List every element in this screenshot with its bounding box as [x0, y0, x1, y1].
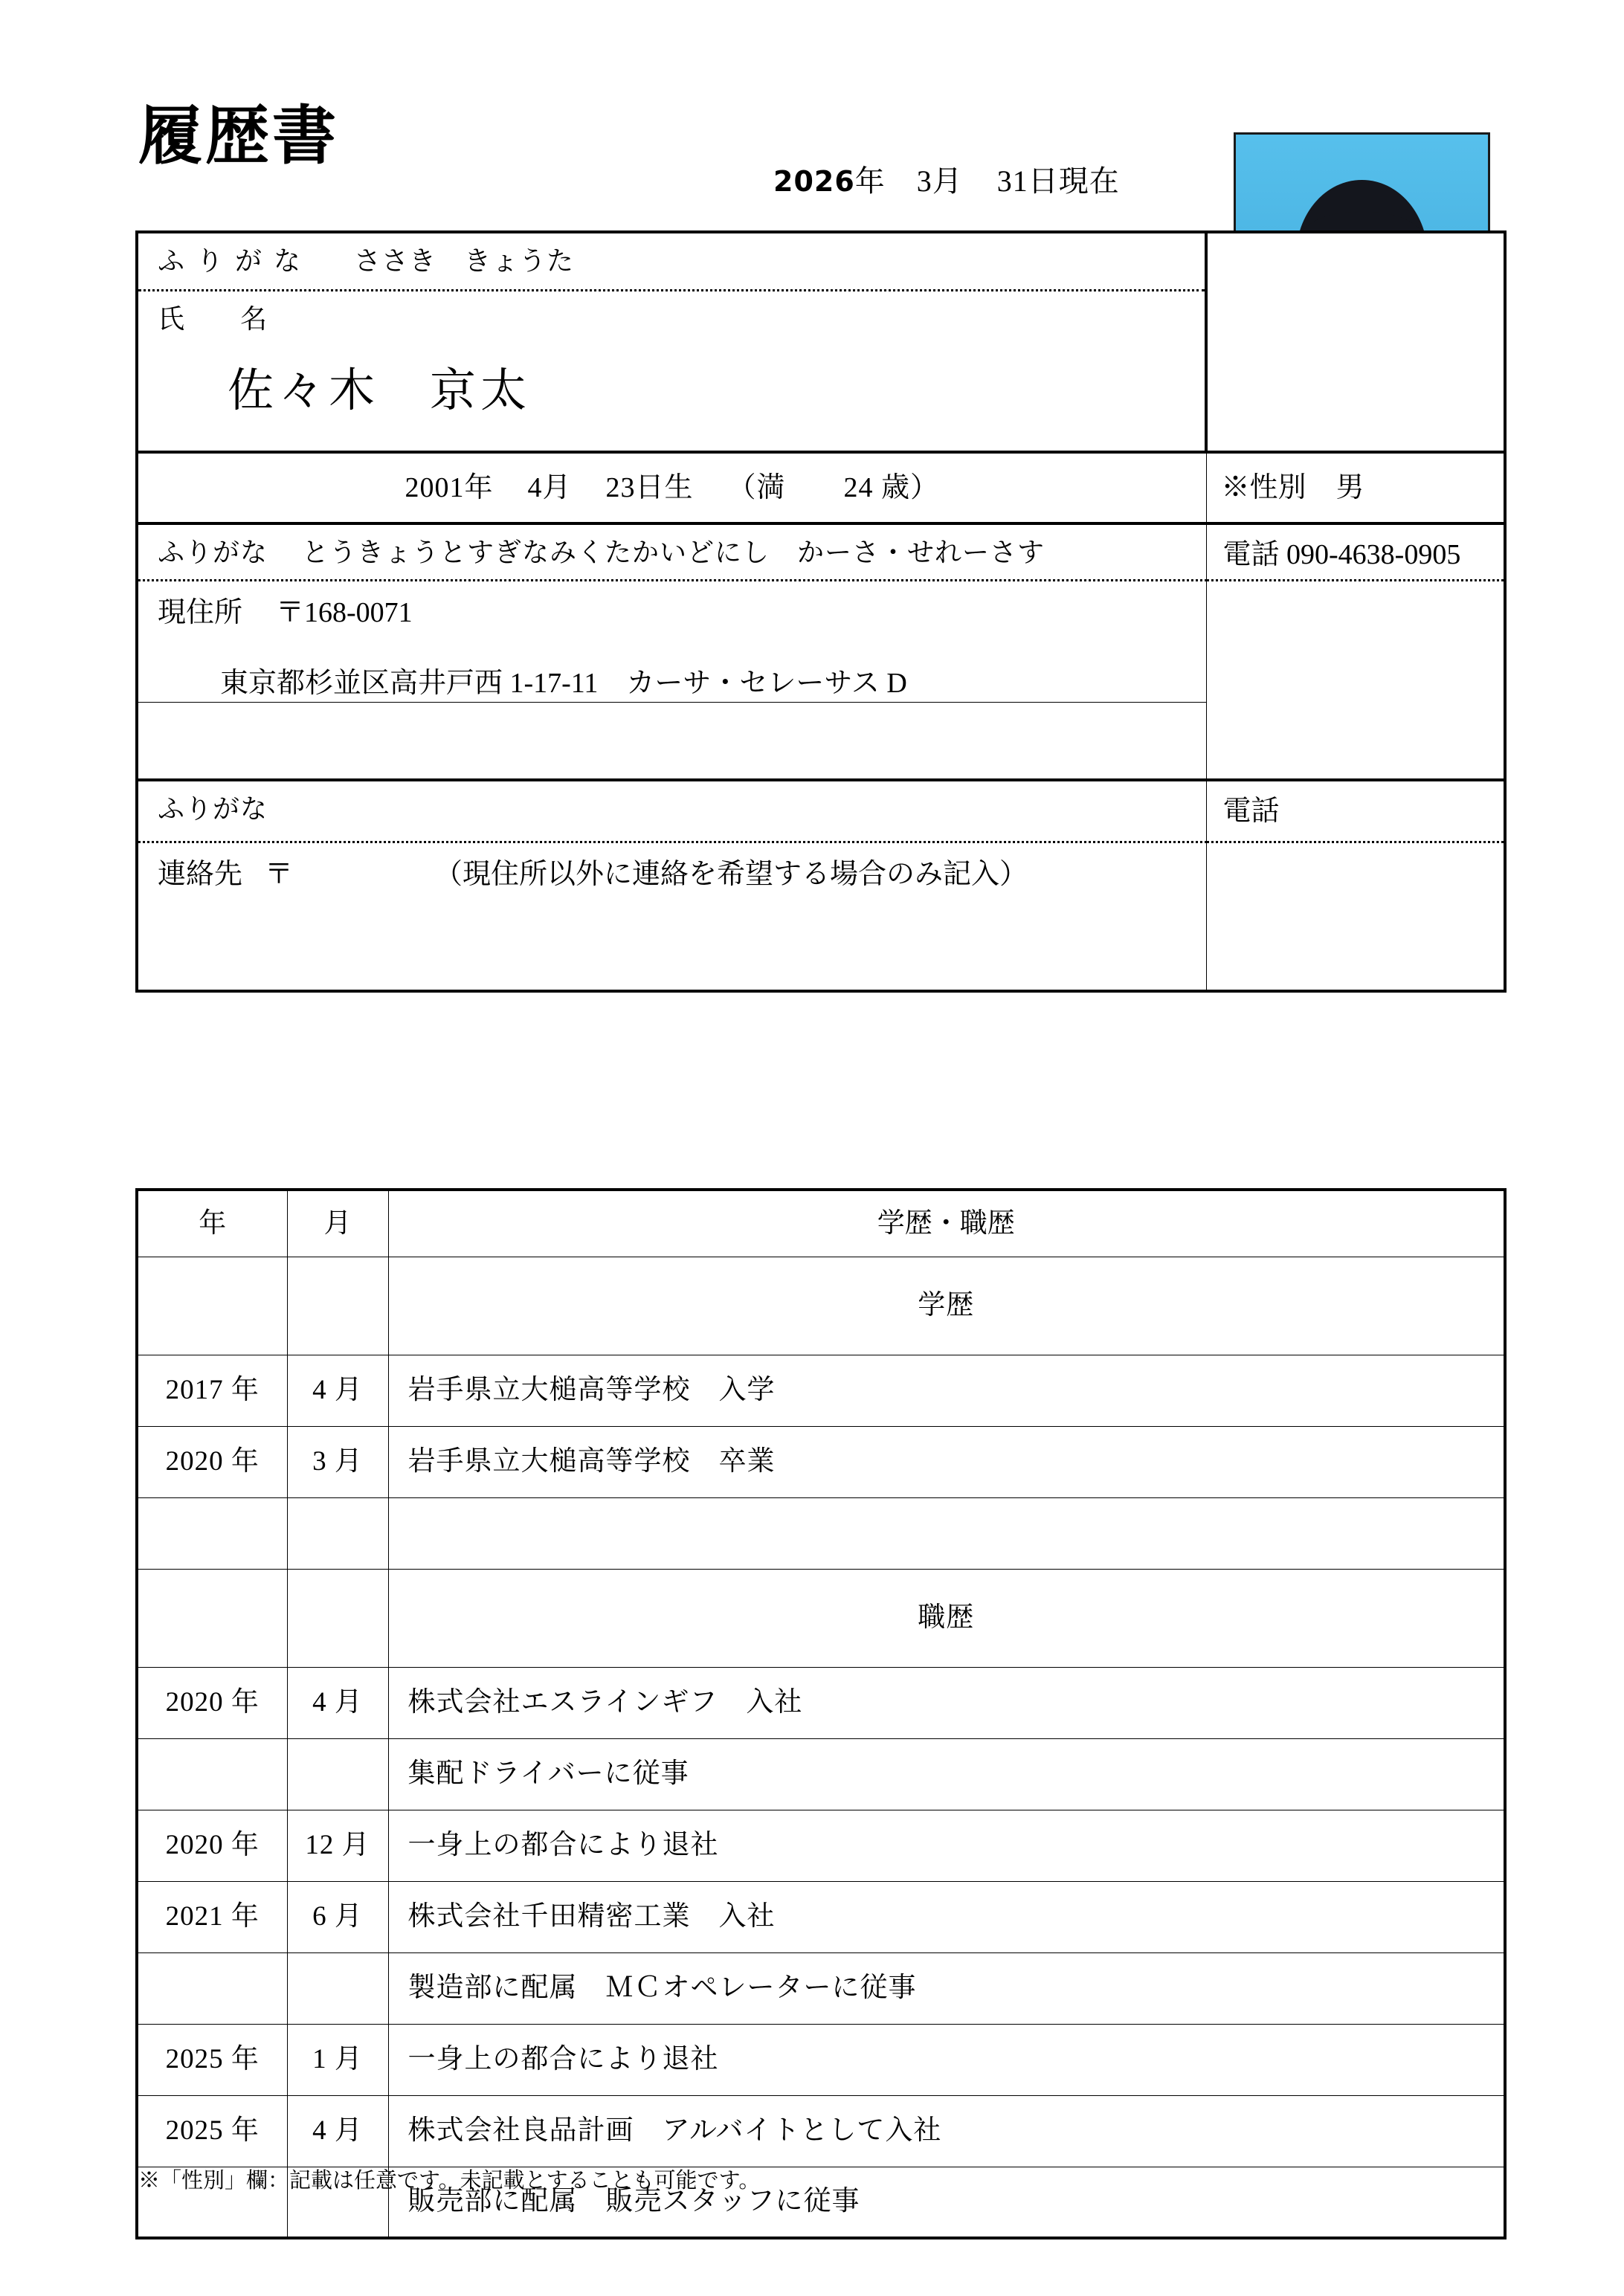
- history-event: 岩手県立大槌高等学校 入学: [388, 1355, 1505, 1426]
- phone-label: 電話: [1222, 539, 1280, 570]
- name-label: 氏 名: [158, 303, 268, 334]
- history-month: [287, 1497, 388, 1569]
- history-year: 2017 年: [137, 1355, 287, 1426]
- name-value: 佐々木 京太: [228, 366, 532, 417]
- header-month: 月: [287, 1190, 388, 1257]
- address-furigana-cell: [137, 523, 1206, 580]
- education-work-history-table: [135, 1188, 1507, 2239]
- name-furigana-value: ささき きょうた: [354, 246, 575, 276]
- gender-cell: [1206, 452, 1505, 523]
- table-row: [137, 1667, 1505, 1738]
- phone-cell: [1206, 523, 1505, 580]
- name-furigana-cell: [137, 232, 1206, 290]
- contact-furigana-cell: [137, 780, 1206, 842]
- gender-value: 男: [1335, 472, 1364, 503]
- history-event: 集配ドライバーに従事: [388, 1738, 1505, 1810]
- history-event: 株式会社千田精密工業 入社: [388, 1881, 1505, 1952]
- history-year: [137, 1497, 287, 1569]
- table-row: [137, 1257, 1505, 1355]
- contact-phone-blank-cell: [1206, 842, 1505, 991]
- history-event: 株式会社良品計画 アルバイトとして入社: [388, 2095, 1505, 2167]
- contact-note: （現住所以外に連絡を希望する場合のみ記入）: [434, 859, 1028, 891]
- birth-age: （満 24 歳）: [727, 472, 940, 503]
- page-title: 履歴書: [138, 99, 339, 173]
- table-row: [137, 1881, 1505, 1952]
- table-row: [137, 232, 1505, 290]
- history-year: 2025 年: [137, 2095, 287, 2167]
- birth-month: 4: [527, 472, 543, 503]
- address-value: 東京都杉並区高井戸西 1-17-11 カーサ・セレーサス D: [220, 667, 907, 699]
- table-row: [137, 1426, 1505, 1497]
- table-row: [137, 842, 1505, 991]
- as-of-year: 2026: [773, 165, 855, 198]
- history-year: 2020 年: [137, 1667, 287, 1738]
- phone: [1207, 525, 1504, 573]
- as-of-year-unit: 年: [854, 164, 886, 198]
- address-zip: 〒168-0071: [276, 596, 413, 628]
- contact-phone-cell: [1206, 780, 1505, 842]
- history-year: 2020 年: [137, 1810, 287, 1881]
- history-month: 3 月: [287, 1426, 388, 1497]
- as-of-month-unit: 月: [932, 164, 963, 198]
- table-header-row: [137, 1190, 1505, 1257]
- table-row: [137, 452, 1505, 523]
- as-of-day: 31: [996, 164, 1028, 198]
- table-row: [137, 2095, 1505, 2167]
- history-year: [137, 1569, 287, 1667]
- name-furigana-label: ふりがな: [158, 246, 313, 276]
- contact-furigana: [138, 781, 1206, 831]
- history-month: [287, 1738, 388, 1810]
- history-event: 一身上の都合により退社: [388, 1810, 1505, 1881]
- table-row: [137, 2024, 1505, 2095]
- contact-label: 連絡先: [158, 859, 243, 891]
- birth-year: 2001: [405, 472, 465, 503]
- history-month: 4 月: [287, 2095, 388, 2167]
- history-month: [287, 1952, 388, 2024]
- address-furigana-label: ふりがな: [158, 538, 268, 567]
- history-year: 2020 年: [137, 1426, 287, 1497]
- birthdate: [138, 454, 1206, 506]
- history-month: [287, 1257, 388, 1355]
- table-row: [137, 780, 1505, 842]
- history-event: 株式会社エスラインギフ 入社: [388, 1667, 1505, 1738]
- history-event: 岩手県立大槌高等学校 卒業: [388, 1426, 1505, 1497]
- table-row: [137, 580, 1505, 703]
- table-row: [137, 1952, 1505, 2024]
- gender-label: ※性別: [1221, 472, 1306, 503]
- phone-blank-cell: [1206, 580, 1505, 780]
- history-event: 販売部に配属 販売スタッフに従事: [388, 2167, 1505, 2238]
- as-of-date: [773, 158, 1120, 200]
- contact-furigana-label: ふりがな: [158, 793, 268, 824]
- birth-day-unit: 日生: [635, 472, 694, 503]
- gender: [1207, 454, 1504, 506]
- birth-year-unit: 年: [464, 472, 494, 503]
- history-event: 学歴: [388, 1257, 1505, 1355]
- history-month: 12 月: [287, 1810, 388, 1881]
- header-event: 学歴・職歴: [388, 1190, 1505, 1257]
- gender-footnote: ※「性別」欄：記載は任意です。未記載とすることも可能です。: [138, 2169, 761, 2193]
- address-zip-line: [138, 581, 1206, 631]
- table-row: [137, 1569, 1505, 1667]
- as-of-month: 3: [916, 164, 932, 198]
- table-row: [137, 523, 1505, 580]
- history-event: 一身上の都合により退社: [388, 2024, 1505, 2095]
- history-year: [137, 1952, 287, 2024]
- contact-address-cell: [137, 842, 1206, 991]
- table-row: [137, 1810, 1505, 1881]
- photo-placeholder-cell: [1206, 232, 1505, 452]
- birthdate-cell: [137, 452, 1206, 523]
- history-month: 6 月: [287, 1881, 388, 1952]
- header-year: 年: [137, 1190, 287, 1257]
- history-year: 2025 年: [137, 2024, 287, 2095]
- address-cell: [137, 580, 1206, 703]
- table-row: [137, 1738, 1505, 1810]
- address-furigana-value: とうきょうとすぎなみくたかいどにし かーさ・せれーさす: [302, 538, 1045, 567]
- phone-value: 090-4638-0905: [1286, 539, 1461, 570]
- personal-info-table: [135, 230, 1507, 993]
- contact-phone-label: 電話: [1222, 795, 1280, 827]
- history-event: 職歴: [388, 1569, 1505, 1667]
- history-year: 2021 年: [137, 1881, 287, 1952]
- history-month: [287, 1569, 388, 1667]
- history-month: 1 月: [287, 2024, 388, 2095]
- history-year: [137, 1738, 287, 1810]
- address-blank-cell: [137, 703, 1206, 780]
- table-row: [137, 1355, 1505, 1426]
- birth-day: 23: [605, 472, 636, 503]
- address-furigana: [138, 525, 1206, 575]
- name-furigana: [138, 233, 1205, 283]
- history-year: [137, 1257, 287, 1355]
- contact-address: [138, 843, 1206, 893]
- table-row: [137, 1497, 1505, 1569]
- history-event: 製造部に配属 ＭＣオペレーターに従事: [388, 1952, 1505, 2024]
- name-cell: [137, 290, 1206, 452]
- contact-zip-mark: 〒: [265, 859, 294, 891]
- history-event: [388, 1497, 1505, 1569]
- history-month: 4 月: [287, 1355, 388, 1426]
- as-of-day-suffix: 日現在: [1028, 164, 1120, 198]
- birth-month-unit: 月: [542, 472, 572, 503]
- history-month: 4 月: [287, 1667, 388, 1738]
- address-label: 現住所: [158, 596, 243, 628]
